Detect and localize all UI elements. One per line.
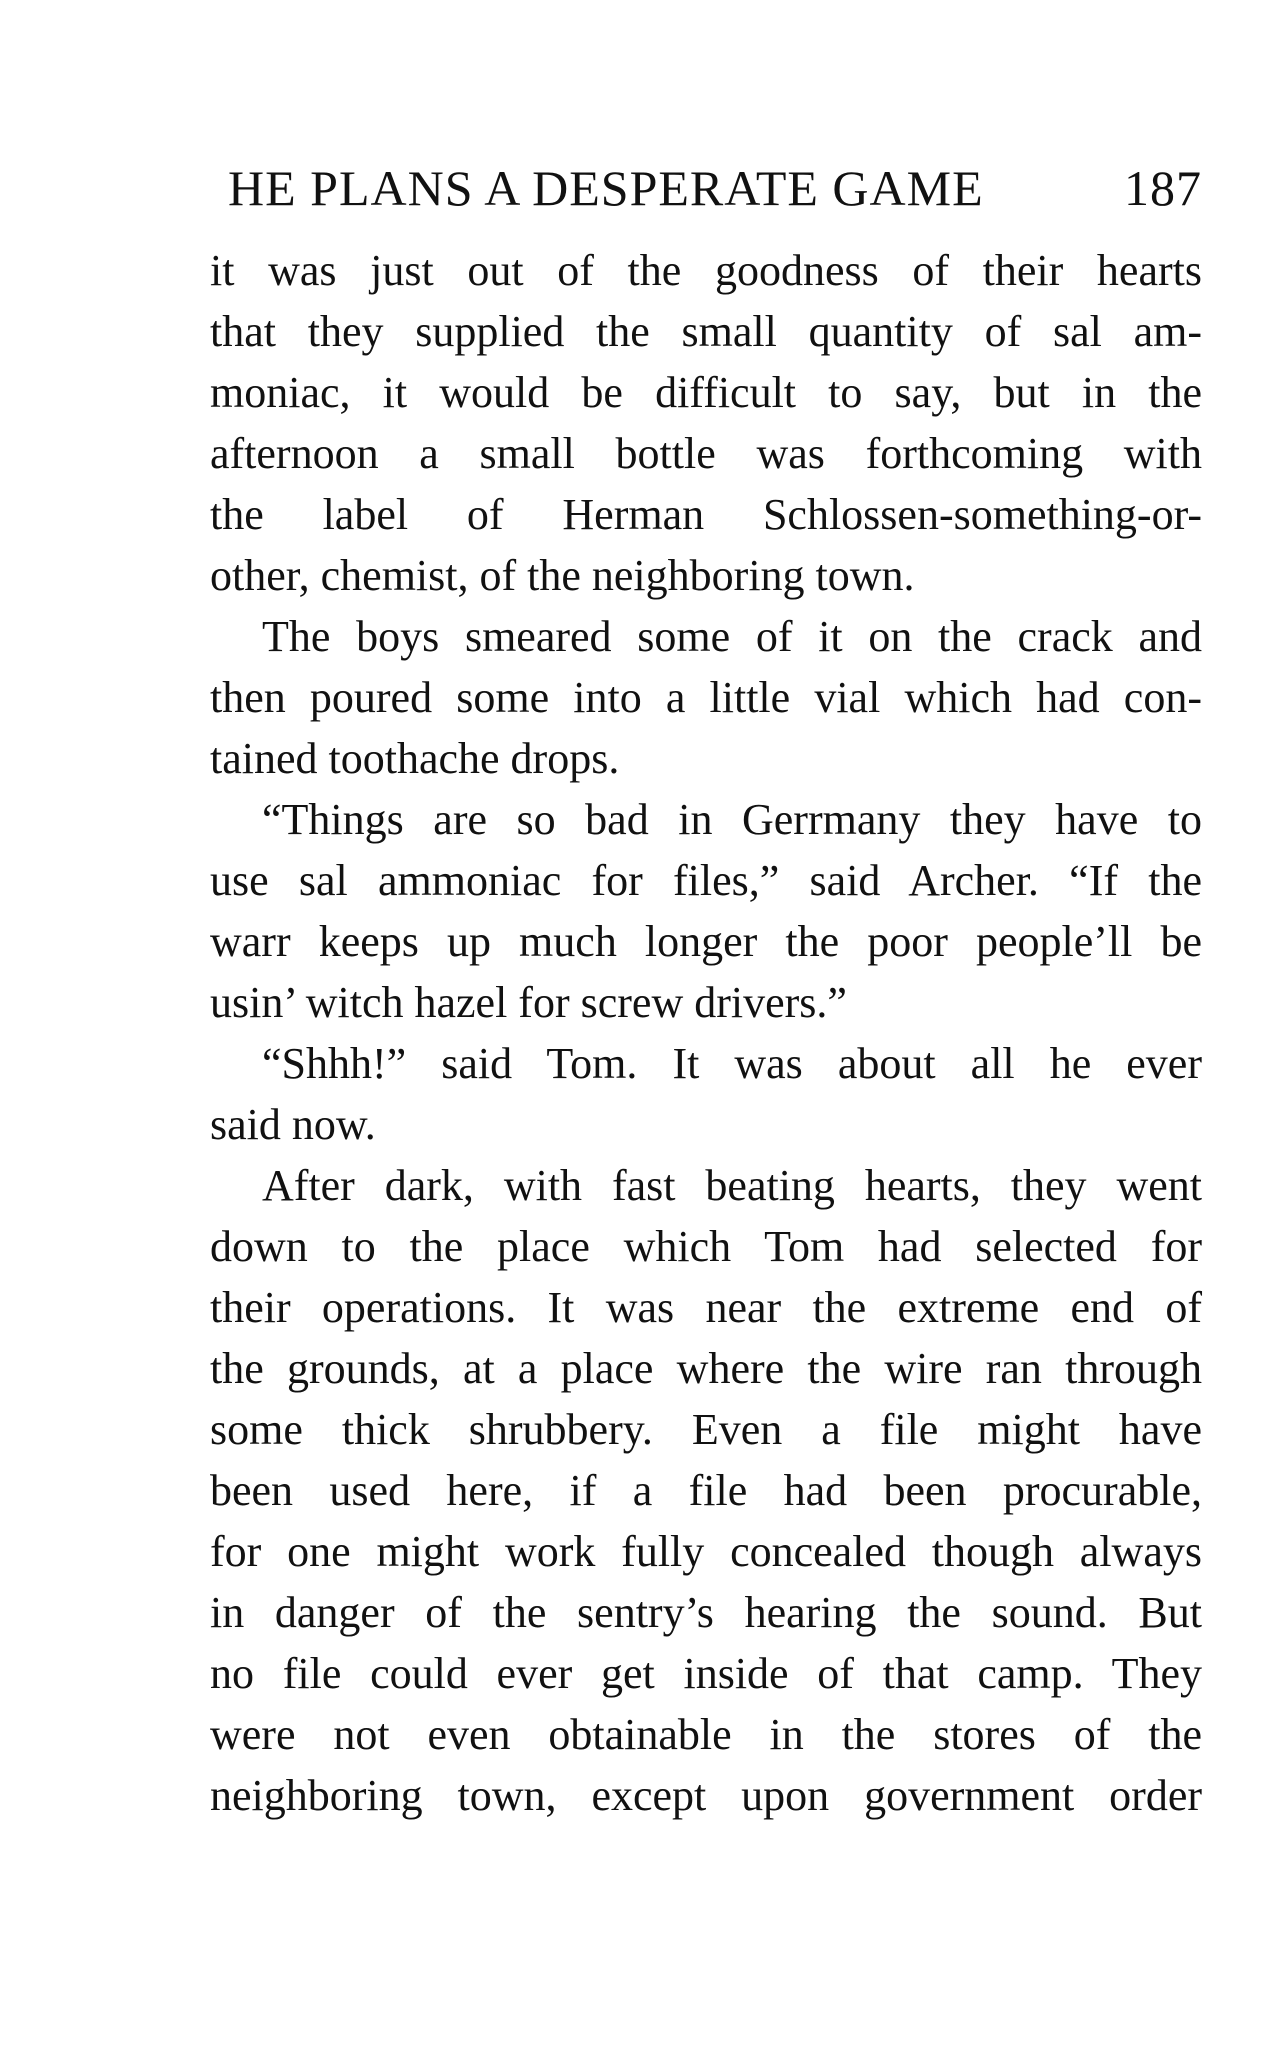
text-line: in danger of the sentry’s hearing the sound. But	[210, 1588, 1202, 1637]
text-line: for one might work fully concealed though always	[210, 1527, 1202, 1576]
text-line: it was just out of the goodness of their hearts	[210, 246, 1202, 295]
text-line: the grounds, at a place where the wire ran through	[210, 1344, 1202, 1393]
text-line: “Things are so bad in Gerrmany they have to	[262, 795, 1202, 844]
text-line: “Shhh!” said Tom. It was about all he ever	[262, 1039, 1202, 1088]
text-line: afternoon a small bottle was forthcoming with	[210, 429, 1202, 478]
text-line: then poured some into a little vial which had con-	[210, 673, 1202, 722]
text-line: other, chemist, of the neighboring town.	[210, 551, 915, 600]
text-line: warr keeps up much longer the poor people’ll be	[210, 917, 1202, 966]
text-line: the label of Herman Schlossen-something-or-	[210, 490, 1202, 539]
text-line: that they supplied the small quantity of sal am-	[210, 307, 1202, 356]
text-line: use sal ammoniac for files,” said Archer. “If the	[210, 856, 1202, 905]
text-line: said now.	[210, 1100, 376, 1149]
text-line: tained toothache drops.	[210, 734, 620, 783]
text-line: The boys smeared some of it on the crack and	[262, 612, 1202, 661]
text-line: their operations. It was near the extreme end of	[210, 1283, 1202, 1332]
text-line: no file could ever get inside of that camp. They	[210, 1649, 1202, 1698]
chapter-title: HE PLANS A DESPERATE GAME	[228, 160, 984, 216]
running-head	[210, 148, 1202, 228]
body-text	[210, 240, 1202, 1826]
text-line: neighboring town, except upon government order	[210, 1771, 1202, 1820]
text-line: down to the place which Tom had selected for	[210, 1222, 1202, 1271]
text-line: were not even obtainable in the stores of the	[210, 1710, 1202, 1759]
text-line: After dark, with fast beating hearts, they went	[262, 1161, 1202, 1210]
text-line: some thick shrubbery. Even a file might have	[210, 1405, 1202, 1454]
page-number: 187	[1124, 160, 1202, 216]
text-line: moniac, it would be difficult to say, but in the	[210, 368, 1202, 417]
text-line: usin’ witch hazel for screw drivers.”	[210, 978, 847, 1027]
text-line: been used here, if a file had been procurable,	[210, 1466, 1202, 1515]
